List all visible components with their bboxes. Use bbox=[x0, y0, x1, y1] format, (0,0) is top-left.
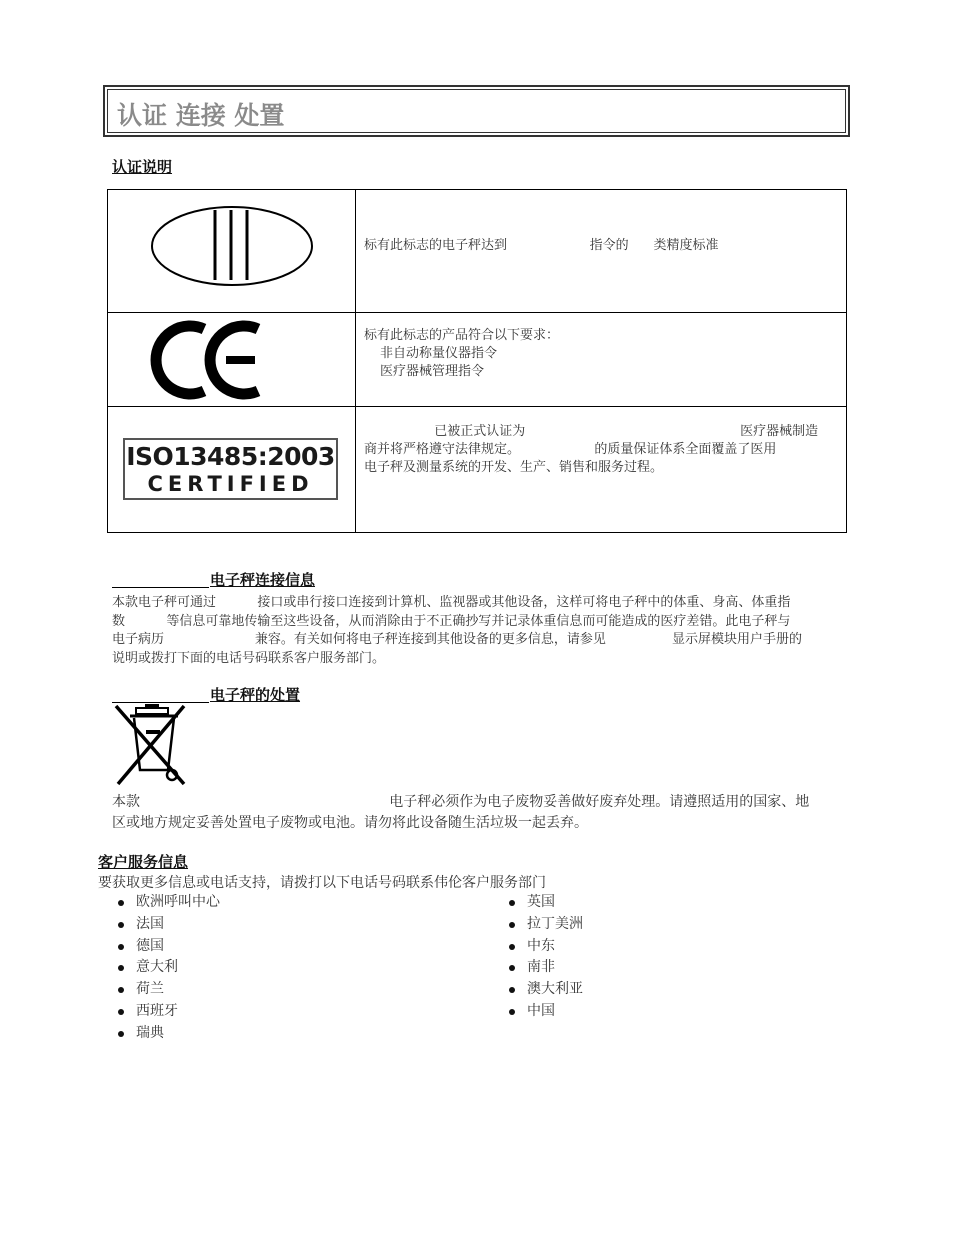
disposal-line: 本款 电子秤必须作为电子废物妥善做好废弃处理。请遵照适用的国家、地 bbox=[112, 794, 810, 810]
disposal-line: 区或地方规定妥善处置电子废物或电池。请勿将此设备随生活垃圾一起丢弃。 bbox=[112, 815, 588, 831]
cert-icon-cell bbox=[108, 190, 356, 313]
cert-row-class-iii bbox=[108, 190, 847, 313]
ce-mark-icon bbox=[108, 313, 355, 402]
country-list-left bbox=[118, 892, 220, 1045]
scale-class-iii-icon bbox=[108, 190, 355, 308]
iso-text-line1: 已被正式认证为 医疗器械制造 bbox=[364, 424, 819, 439]
customer-heading: 客户服务信息 bbox=[98, 853, 189, 871]
iso-logo-text: ISO13485:2003 bbox=[126, 442, 335, 471]
list-item: 荷兰 bbox=[118, 979, 220, 1001]
iso-logo-certified: CERTIFIED bbox=[147, 472, 314, 496]
disposal-paragraph bbox=[112, 792, 852, 834]
connect-line: 数 等信息可靠地传输至这些设备，从而消除由于不正确抄写并记录体重信息而可能造成的医疗差错。此电子秤与 bbox=[112, 613, 791, 629]
cert-row-ce bbox=[108, 313, 847, 407]
disposal-heading-underline bbox=[112, 684, 209, 703]
list-item: 意大利 bbox=[118, 957, 220, 979]
list-item: 中国 bbox=[509, 1001, 583, 1023]
cert-class-text: 标有此标志的电子秤达到 指令的 类精度标准 bbox=[364, 238, 719, 253]
iso-text-line3: 电子秤及测量系统的开发、生产、销售和服务过程。 bbox=[364, 460, 664, 475]
list-item: 欧洲呼叫中心 bbox=[118, 892, 220, 914]
page-title-box bbox=[103, 85, 850, 137]
list-item: 英国 bbox=[509, 892, 583, 914]
list-item: 南非 bbox=[509, 957, 583, 979]
cert-text-cell bbox=[356, 407, 847, 533]
list-item: 西班牙 bbox=[118, 1001, 220, 1023]
cert-row-iso bbox=[108, 407, 847, 533]
cert-text-cell bbox=[356, 190, 847, 313]
list-item: 瑞典 bbox=[118, 1023, 220, 1045]
ce-text-line1: 标有此标志的产品符合以下要求： bbox=[364, 328, 560, 343]
connect-line: 电子病历 兼容。有关如何将电子秤连接到其他设备的更多信息，请参见 显示屏模块用户手册的 bbox=[112, 632, 803, 647]
page-title: 认证 连接 处置 bbox=[117, 101, 285, 130]
disposal-heading: 电子秤的处置 bbox=[210, 686, 301, 704]
iso-text-line2: 商并将严格遵守法律规定。 的质量保证体系全面覆盖了医用 bbox=[364, 442, 777, 457]
ce-text-line3: 医疗器械管理指令 bbox=[380, 364, 485, 379]
cert-icon-cell bbox=[108, 313, 356, 407]
weee-crossed-bin-icon bbox=[112, 702, 192, 786]
cert-table bbox=[107, 189, 847, 533]
connect-heading-underline bbox=[112, 569, 209, 588]
country-list-right bbox=[509, 892, 583, 1023]
ce-text-line2: 非自动称量仪器指令 bbox=[380, 346, 498, 361]
iso-certified-icon bbox=[123, 438, 338, 500]
list-item: 中东 bbox=[509, 936, 583, 958]
cert-text-cell bbox=[356, 313, 847, 407]
customer-intro: 要获取更多信息或电话支持，请拨打以下电话号码联系伟伦客户服务部门 bbox=[98, 875, 546, 891]
cert-icon-cell bbox=[108, 407, 356, 533]
cert-heading: 认证说明 bbox=[112, 158, 173, 176]
connect-line: 本款电子秤可通过 接口或串行接口连接到计算机、监视器或其他设备，这样可将电子秤中的体重、身高、体重指 bbox=[112, 595, 791, 610]
list-item: 德国 bbox=[118, 936, 220, 958]
list-item: 澳大利亚 bbox=[509, 979, 583, 1001]
list-item: 拉丁美洲 bbox=[509, 914, 583, 936]
connect-paragraph bbox=[112, 594, 852, 668]
list-item: 法国 bbox=[118, 914, 220, 936]
connect-heading: 电子秤连接信息 bbox=[210, 571, 316, 589]
connect-line: 说明或拨打下面的电话号码联系客户服务部门。 bbox=[112, 650, 386, 666]
